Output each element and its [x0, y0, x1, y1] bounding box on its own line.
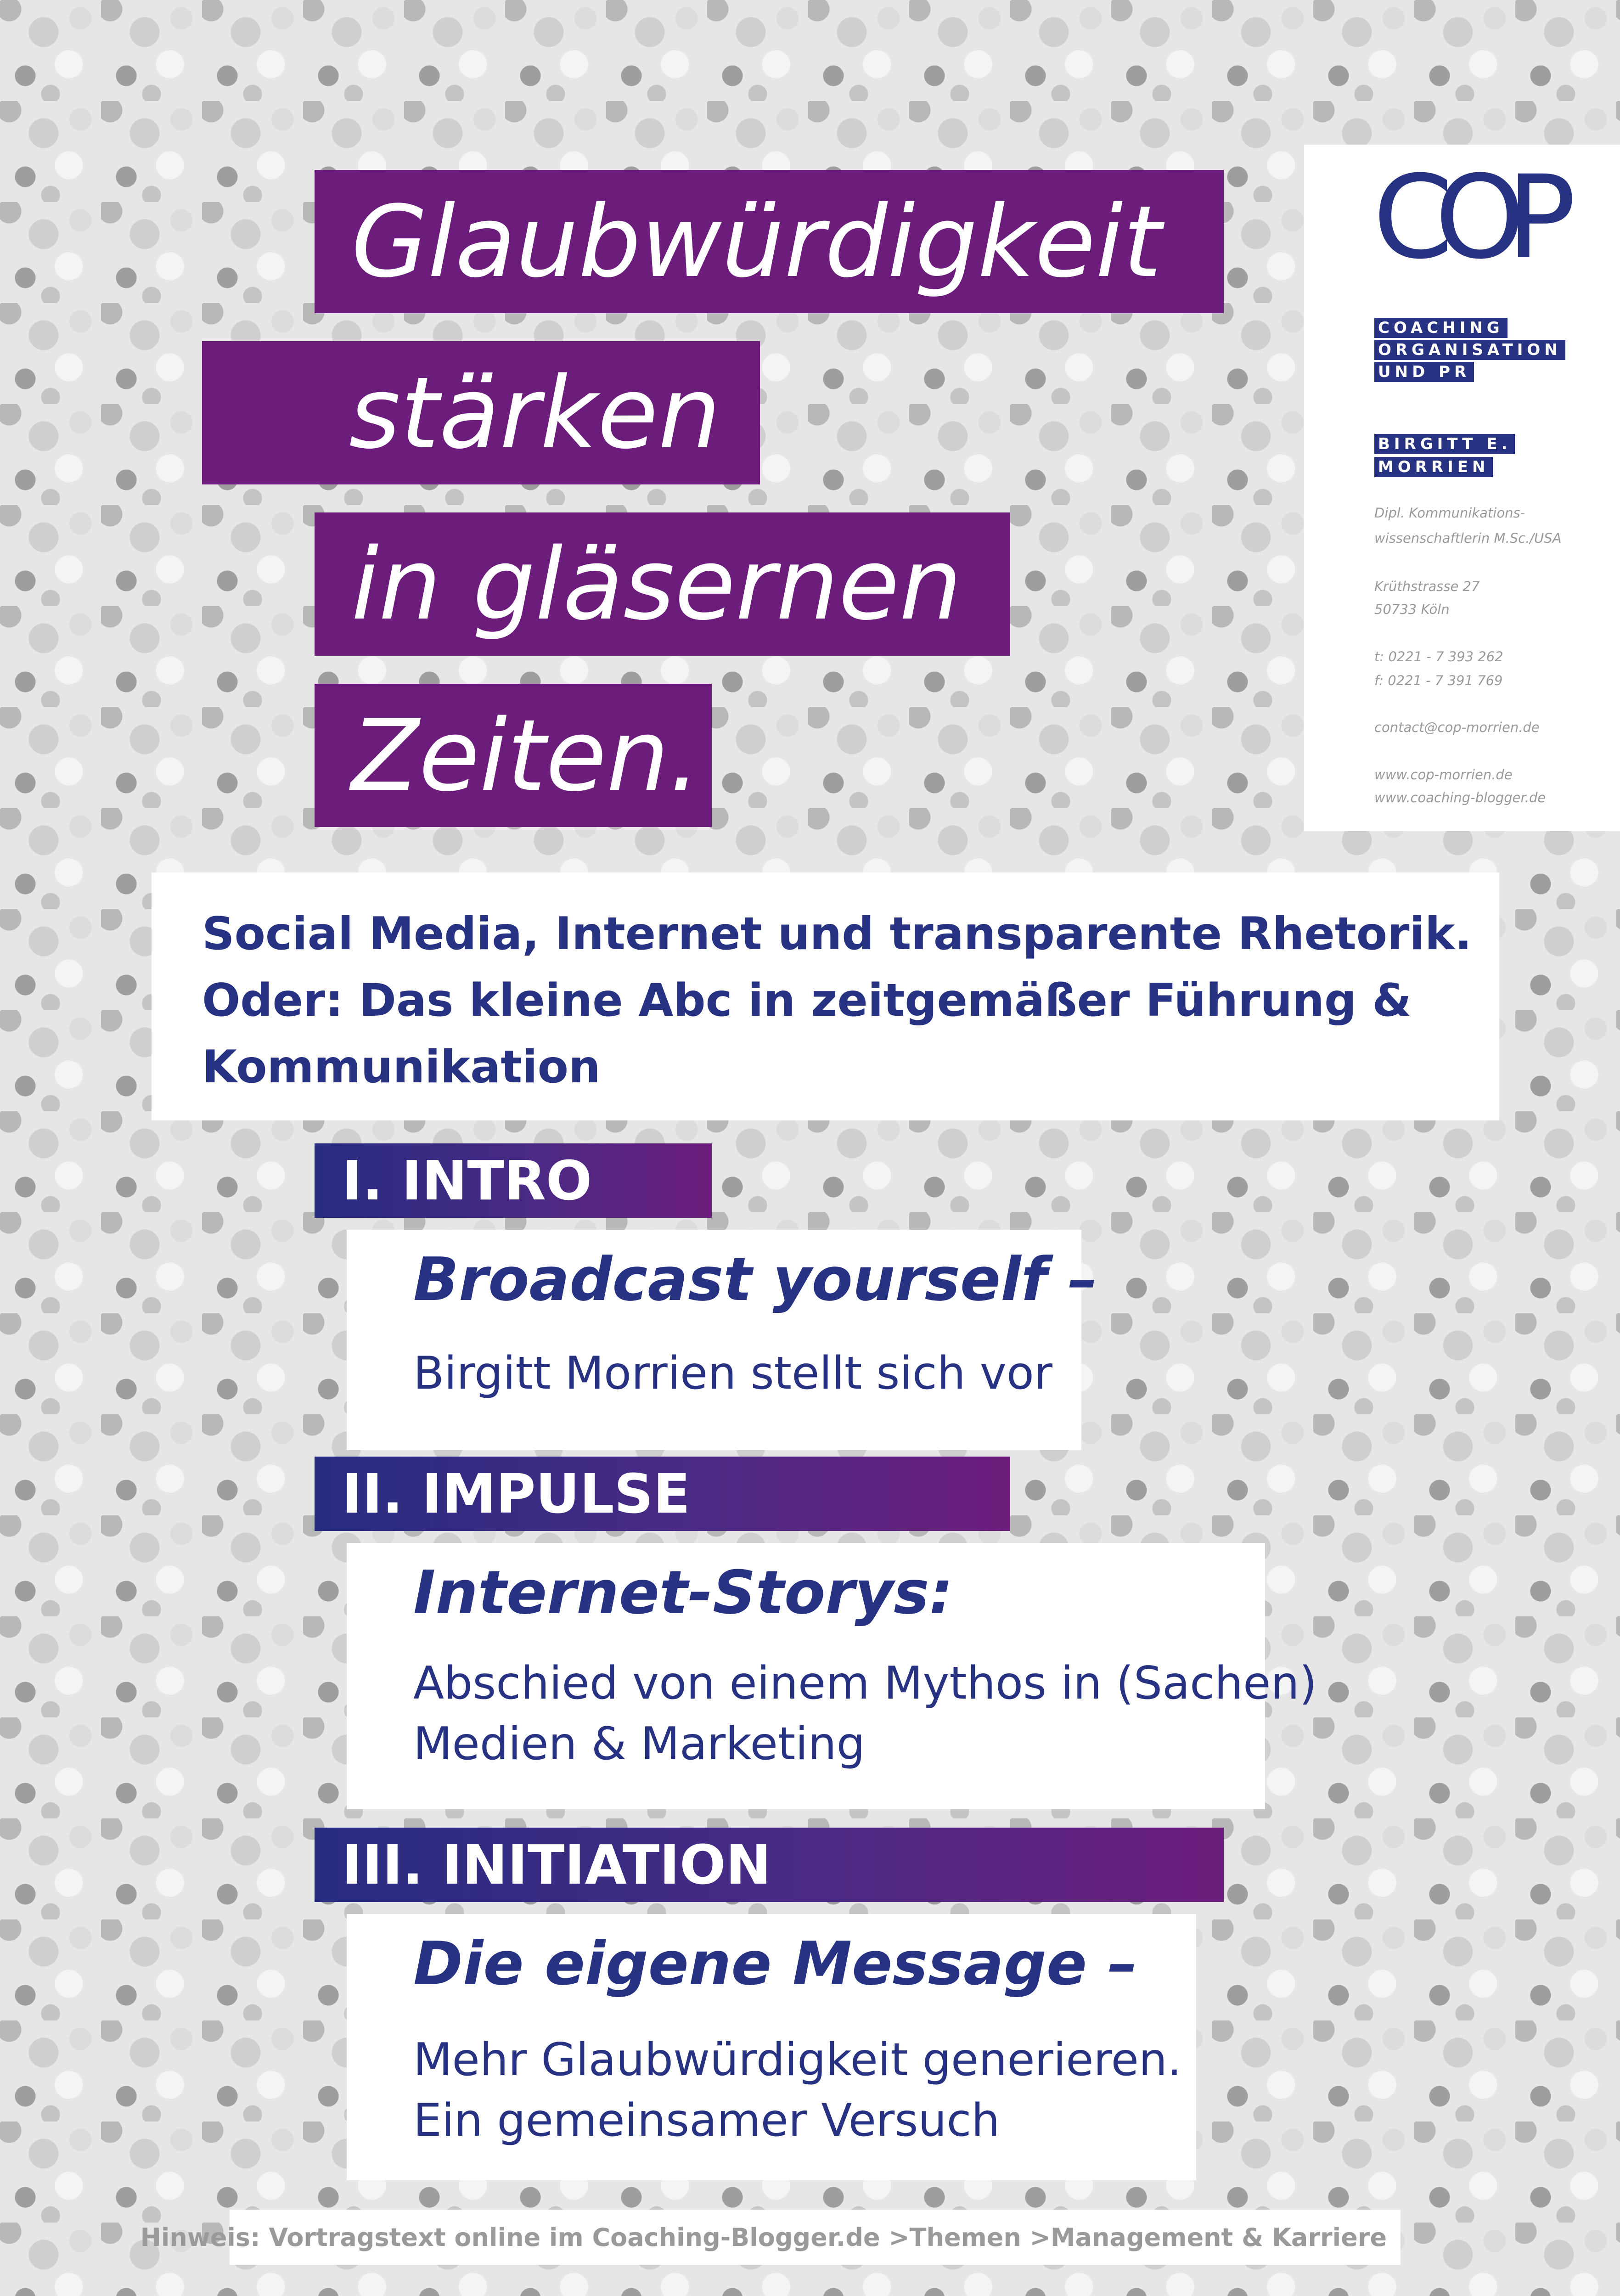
section-3-text-2: Ein gemeinsamer Versuch: [413, 2094, 1000, 2147]
contact-phone: t: 0221 - 7 393 262: [1374, 649, 1503, 664]
section-1-title: Broadcast yourself –: [413, 1244, 1098, 1314]
section-2-text-2: Medien & Marketing: [413, 1718, 865, 1770]
logo-tagline-1: COACHING: [1374, 318, 1508, 338]
title-line-4: Zeiten.: [315, 684, 712, 827]
section-3-heading: III. INITIATION: [315, 1828, 1224, 1902]
subtitle-line-1: Social Media, Internet und transparente Rhetorik.: [202, 908, 1472, 960]
logo-name-2: MORRIEN: [1374, 457, 1493, 477]
title-line-1: Glaubwürdigkeit: [315, 170, 1224, 313]
subtitle-line-3: Kommunikation: [202, 1041, 601, 1093]
contact-city: 50733 Köln: [1374, 602, 1450, 617]
logo-letters: COP: [1373, 165, 1558, 271]
contact-degree-2: wissenschaftlerin M.Sc./USA: [1374, 530, 1562, 546]
contact-web-2: www.coaching-blogger.de: [1374, 790, 1546, 805]
section-1-text-1: Birgitt Morrien stellt sich vor: [413, 1347, 1053, 1400]
section-1-heading: I. INTRO: [315, 1143, 712, 1218]
subtitle-line-2: Oder: Das kleine Abc in zeitgemäßer Führung &: [202, 974, 1412, 1027]
logo-tagline-2: ORGANISATION: [1374, 340, 1565, 360]
contact-web-1: www.cop-morrien.de: [1374, 767, 1513, 782]
contact-degree-1: Dipl. Kommunikations-: [1374, 505, 1525, 521]
title-line-2: stärken: [202, 341, 760, 484]
logo-tagline-3: UND PR: [1374, 362, 1474, 382]
footer-hint: Hinweis: Vortragstext online im Coaching-Blogger.de >Themen >Management & Karriere: [230, 2210, 1401, 2265]
contact-email: contact@cop-morrien.de: [1374, 720, 1540, 735]
logo-name-1: BIRGITT E.: [1374, 434, 1515, 454]
section-2-text-1: Abschied von einem Mythos in (Sachen): [413, 1657, 1317, 1710]
section-2-heading: II. IMPULSE: [315, 1457, 1010, 1531]
section-2-title: Internet-Storys:: [413, 1558, 953, 1627]
cop-logo: [1373, 165, 1580, 271]
contact-fax: f: 0221 - 7 391 769: [1374, 673, 1503, 688]
section-3-title: Die eigene Message –: [413, 1929, 1138, 1998]
title-line-3: in gläsernen: [315, 512, 1010, 656]
contact-street: Krüthstrasse 27: [1374, 579, 1480, 594]
section-3-text-1: Mehr Glaubwürdigkeit generieren.: [413, 2034, 1182, 2086]
